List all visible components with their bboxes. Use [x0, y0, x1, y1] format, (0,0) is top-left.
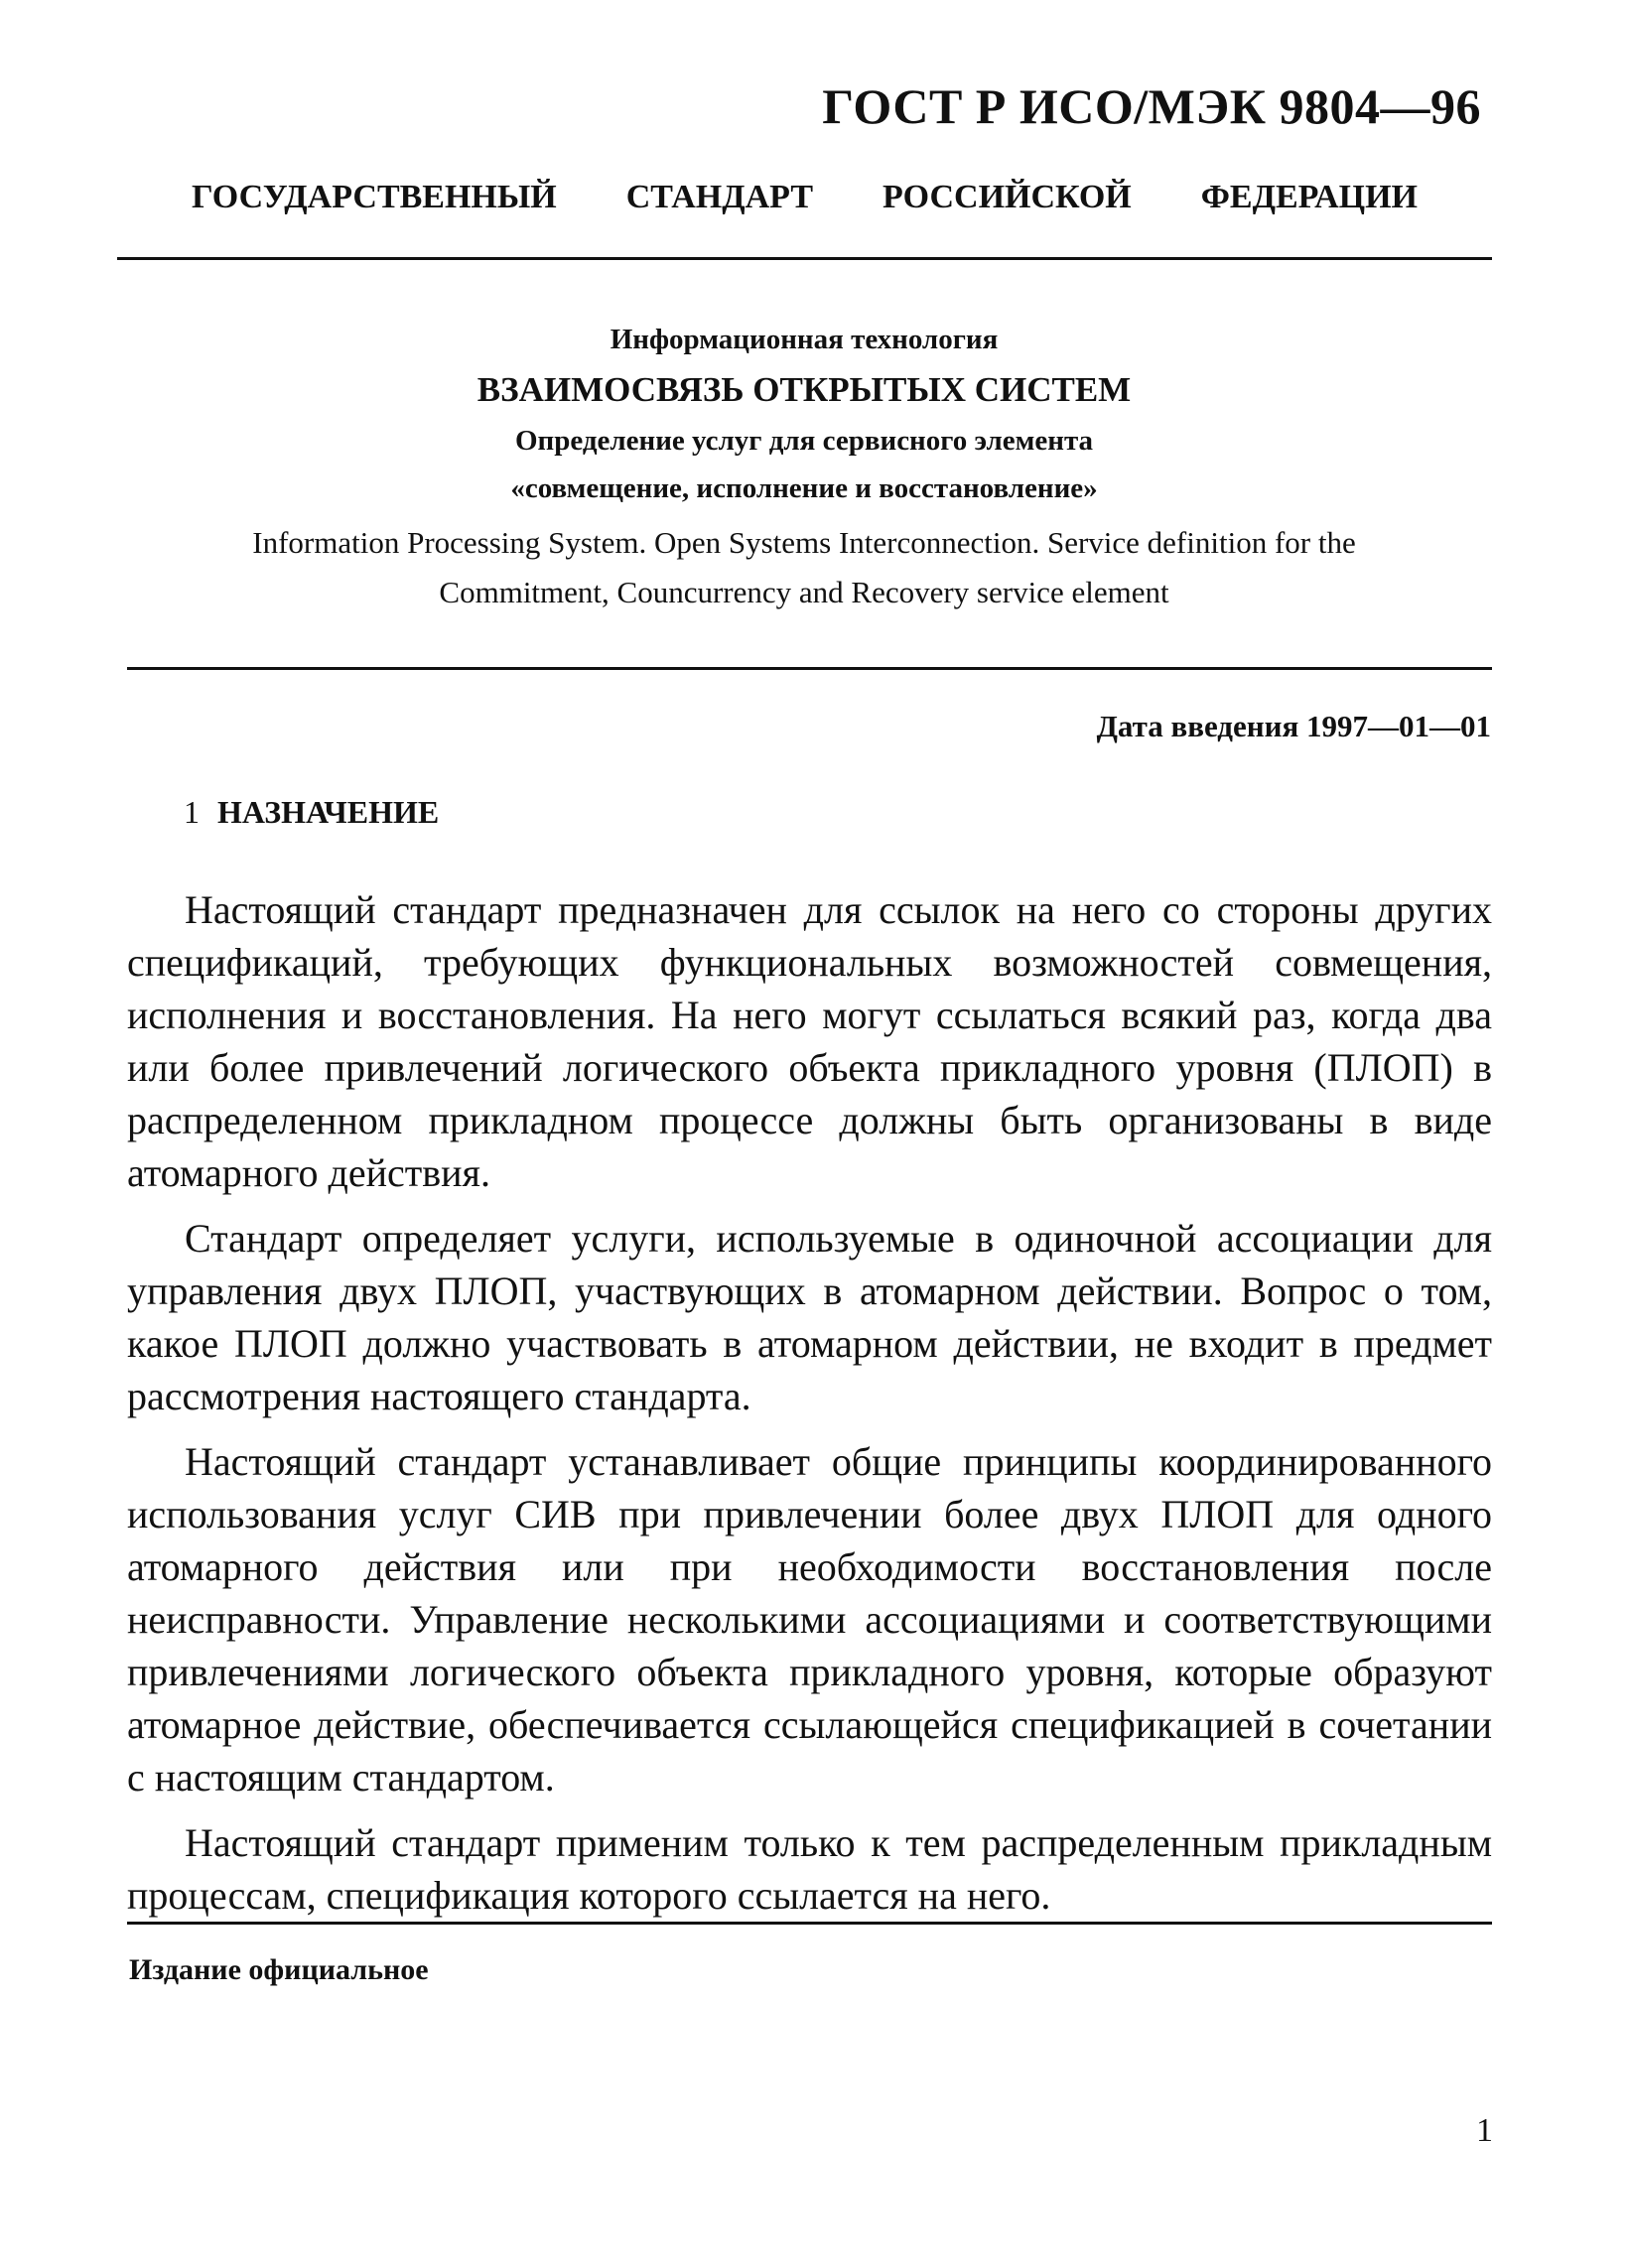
section-number: 1	[184, 794, 200, 830]
paragraph: Настоящий стандарт применим только к тем распределенным прикладным процессам, спецификация которого ссылается на него.	[127, 1820, 1492, 1918]
section-heading	[184, 794, 439, 831]
title-line-4: «совмещение, исполнение и восстановление»	[510, 472, 1098, 504]
body-text	[127, 883, 1492, 1934]
english-title-line-1: Information Processing System. Open Systems Interconnection. Service definition for the	[252, 525, 1356, 560]
state-standard-word: ГОСУДАРСТВЕННЫЙ	[192, 179, 557, 215]
section-title: НАЗНАЧЕНИЕ	[217, 794, 440, 830]
title-block	[119, 316, 1489, 617]
footer-divider	[127, 1922, 1492, 1925]
title-line-3: Определение услуг для сервисного элемента	[514, 425, 1094, 457]
paragraph: Стандарт определяет услуги, используемые в одиночной ассоциации для управления двух ПЛОП, участвующих в атомарном действии. Вопрос о том, какое ПЛОП должно участвовать в атомарном действии, не входит в предмет рассмотрения настоящего стандарта.	[127, 1216, 1492, 1418]
state-standard-header	[192, 179, 1418, 216]
standard-number: ГОСТ Р ИСО/МЭК 9804—96	[822, 78, 1481, 134]
edition-label: Издание официальное	[129, 1953, 429, 1986]
page-number: 1	[1476, 2112, 1493, 2149]
title-line-1: Информационная технология	[610, 324, 999, 355]
state-standard-word: РОССИЙСКОЙ	[883, 179, 1132, 215]
state-standard-word: ФЕДЕРАЦИИ	[1200, 179, 1418, 215]
paragraph: Настоящий стандарт устанавливает общие принципы координированного использования услуг СИВ при привлечении более двух ПЛОП для одного атомарного действия или при необходимости восстановления после неисправности. Управление несколькими ассоциациями и соответствующими привлечениями логического объекта прикладного уровня, которые образуют атомарное действие, обеспечивается ссылающейся спецификацией в сочетании с настоящим стандартом.	[127, 1439, 1492, 1800]
introduction-date: Дата введения 1997—01—01	[1096, 709, 1491, 743]
title-divider	[127, 667, 1492, 670]
title-line-2: ВЗАИМОСВЯЗЬ ОТКРЫТЫХ СИСТЕМ	[476, 370, 1132, 409]
english-title-line-2: Commitment, Councurrency and Recovery service element	[439, 575, 1169, 609]
header-divider	[117, 257, 1492, 260]
paragraph: Настоящий стандарт предназначен для ссылок на него со стороны других спецификаций, требующих функциональных возможностей совмещения, исполнения и восстановления. На него могут ссылаться всякий раз, когда два или более привлечений логического объекта прикладного уровня (ПЛОП) в распределенном прикладном процессе должны быть организованы в виде атомарного действия.	[127, 887, 1492, 1195]
state-standard-word: СТАНДАРТ	[625, 179, 814, 215]
